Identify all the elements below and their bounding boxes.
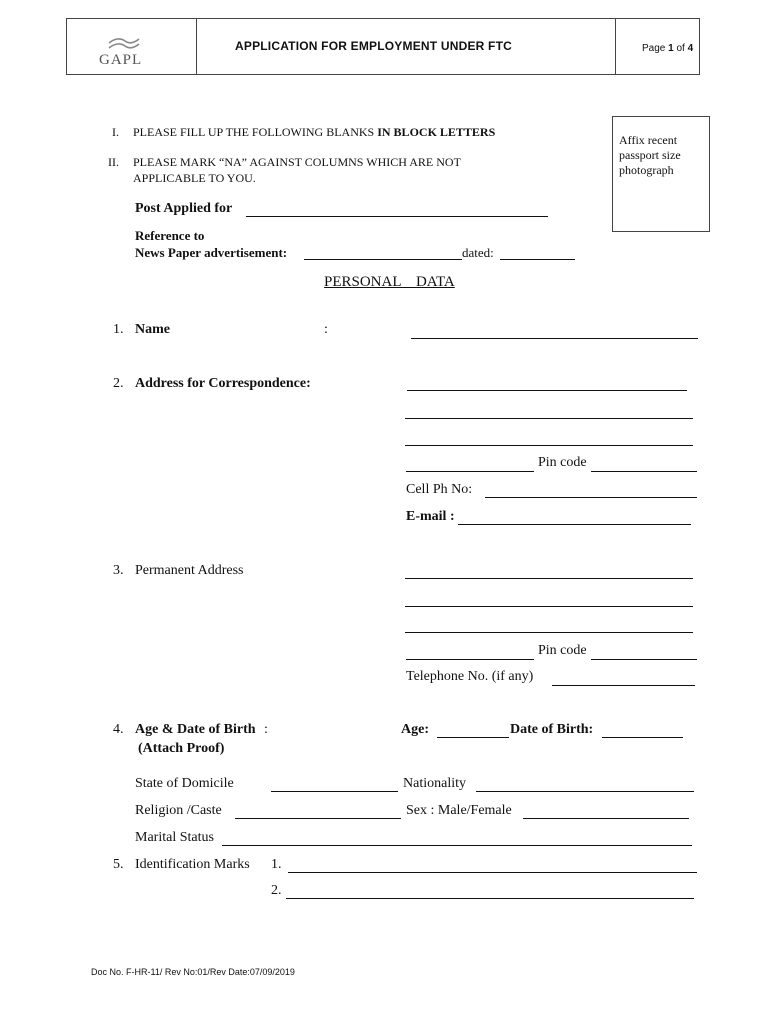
name-colon: : [324,322,328,337]
domicile-label: State of Domicile [135,776,234,791]
domicile-field[interactable] [271,777,398,792]
page-of: of [676,43,685,54]
address-field-4[interactable] [406,457,534,472]
address-label: Address for Correspondence: [135,376,311,391]
sex-field[interactable] [523,804,689,819]
cell-field[interactable] [485,483,697,498]
age-colon: : [264,722,268,737]
permanent-field-3[interactable] [405,618,693,633]
id-marks-num: 5. [113,857,124,872]
newspaper-field[interactable] [304,245,462,260]
nationality-label: Nationality [403,776,466,791]
marital-label: Marital Status [135,830,214,845]
religion-label: Religion /Caste [135,803,222,818]
id-mark-1-num: 1. [271,857,282,872]
permanent-field-4[interactable] [406,645,534,660]
newspaper-label: News Paper advertisement: [135,245,288,260]
id-marks-label: Identification Marks [135,857,250,872]
age-field[interactable] [437,723,509,738]
instruction-i-text: PLEASE FILL UP THE FOLLOWING BLANKS [133,125,378,139]
section-title: PERSONAL DATA [324,274,455,290]
cell-label: Cell Ph No: [406,482,473,497]
page-total: 4 [687,43,694,54]
address-num: 2. [113,376,124,391]
photo-box[interactable] [612,116,710,232]
page-cell [615,19,700,74]
permanent-pin-field[interactable] [591,645,697,660]
address-field-3[interactable] [405,431,693,446]
permanent-label: Permanent Address [135,563,244,578]
instruction-ii-line-1: PLEASE MARK “NA” AGAINST COLUMNS WHICH ARE NOT [133,155,461,169]
photo-line-1: Affix recent [619,133,678,147]
page-label: Page [642,43,666,54]
name-num: 1. [113,322,124,337]
age-field-label: Age: [401,722,429,737]
permanent-field-1[interactable] [405,564,693,579]
header-table [66,18,700,75]
dated-field[interactable] [500,245,575,260]
telephone-label: Telephone No. (if any) [406,669,534,684]
address-pin-label: Pin code [538,455,587,470]
instruction-i-bold: IN BLOCK LETTERS [377,125,496,139]
dated-label: dated: [462,245,494,260]
attach-proof-label: (Attach Proof) [138,741,225,756]
logo-text: GAPL [99,52,143,68]
religion-field[interactable] [235,804,401,819]
id-mark-1-field[interactable] [288,858,697,873]
post-applied-label: Post Applied for [135,201,233,216]
email-field[interactable] [458,510,691,525]
doc-footer: Doc No. F-HR-11/ Rev No:01/Rev Date:07/09/2019 [91,967,295,977]
address-field-2[interactable] [405,404,693,419]
instruction-ii-num: II. [108,155,119,169]
permanent-num: 3. [113,563,124,578]
age-label: Age & Date of Birth [135,722,256,737]
post-applied-field[interactable] [246,202,548,217]
instruction-i-num: I. [112,125,119,139]
email-label: E-mail : [406,509,455,524]
address-pin-field[interactable] [591,457,697,472]
form-title: APPLICATION FOR EMPLOYMENT UNDER FTC [235,39,512,53]
marital-field[interactable] [222,831,692,846]
name-field[interactable] [411,324,698,339]
photo-line-2: passport size [619,148,681,162]
age-num: 4. [113,722,124,737]
address-field-1[interactable] [407,376,687,391]
dob-field[interactable] [602,723,683,738]
name-label: Name [135,322,170,337]
nationality-field[interactable] [476,777,694,792]
page-number: 1 [668,43,674,54]
id-mark-2-field[interactable] [286,884,694,899]
instruction-i [133,125,495,140]
telephone-field[interactable] [552,671,695,686]
id-mark-2-num: 2. [271,883,282,898]
sex-label: Sex : Male/Female [406,803,512,818]
gapl-logo-icon [107,37,141,51]
dob-field-label: Date of Birth: [510,722,594,737]
permanent-field-2[interactable] [405,592,693,607]
page-indicator [642,43,693,54]
logo-cell [67,19,197,74]
instruction-ii-line-2: APPLICABLE TO YOU. [133,171,256,185]
reference-label: Reference to [135,228,205,243]
photo-line-3: photograph [619,163,674,177]
permanent-pin-label: Pin code [538,643,587,658]
